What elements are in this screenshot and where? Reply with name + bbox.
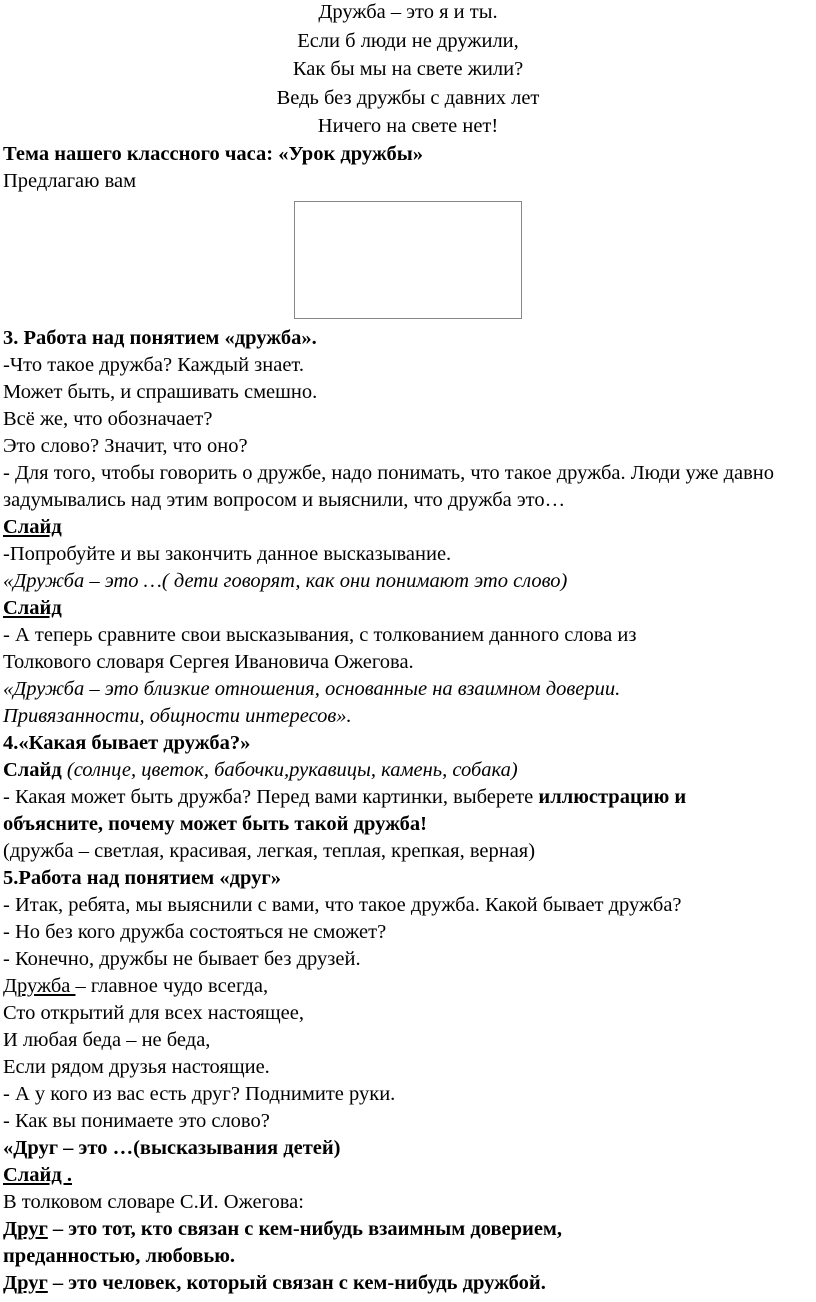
verse-line [3, 973, 816, 1000]
poem-line: Ведь без дружбы с давних лет [276, 86, 540, 109]
question-line [3, 784, 816, 811]
verse-line: Сто открытий для всех настоящее, [3, 1001, 304, 1024]
verse-rest: – главное чудо всегда, [75, 974, 269, 997]
term: Друг [3, 1217, 48, 1240]
definition-line: «Дружба – это близкие отношения, основанные на взаимном доверии. [3, 677, 621, 700]
verse-underlined: Дружба [3, 974, 76, 997]
slide-label: Слайд [3, 515, 62, 538]
definition-line: преданностью, любовью. [3, 1244, 236, 1267]
text-line: - Как вы понимаете это слово? [3, 1109, 270, 1132]
kids-line: «Друг – это …(высказывания детей) [3, 1136, 341, 1159]
text-line: - Но без кого дружба состояться не сможет? [3, 920, 387, 943]
text-line: Это слово? Значит, что оно? [3, 434, 248, 457]
poem-line: Ничего на свете нет! [317, 115, 499, 137]
slide-label: Слайд [3, 758, 62, 781]
text-line: - Конечно, дружбы не бывает без друзей. [3, 947, 361, 970]
poem-line: Дружба – это я и ты. [318, 1, 498, 23]
text-line: - А теперь сравните свои высказывания, с толкованием данного слова из [3, 623, 637, 646]
text-line: -Что такое дружба? Каждый знает. [3, 353, 304, 376]
slide-label: Слайд . [3, 1163, 72, 1186]
italic-line: «Дружба – это …( дети говорят, как они понимают это слово) [3, 569, 568, 592]
definition-text: – это тот, кто связан с кем-нибудь взаимным доверием, [47, 1217, 563, 1240]
paragraph: - Для того, чтобы говорить о дружбе, надо понимать, что такое дружба. Люди уже давно задумывались над этим вопросом и выяснили, что дружба это… [3, 461, 775, 511]
slide-line [3, 757, 816, 784]
definition-line [3, 1270, 816, 1297]
slide-items: (солнце, цветок, бабочки,рукавицы, камень, собака) [61, 758, 518, 781]
term: Друг [3, 1271, 48, 1294]
slide-label: Слайд [3, 596, 62, 619]
text-line: - А у кого из вас есть друг? Поднимите руки. [3, 1082, 396, 1105]
text-line: - Итак, ребята, мы выяснили с вами, что такое дружба. Какой бывает дружба? [3, 893, 682, 916]
section-5-heading: 5.Работа над понятием «друг» [3, 866, 281, 889]
poem [0, 0, 816, 141]
verse-line: Если рядом друзья настоящие. [3, 1055, 270, 1078]
section-4-heading: 4.«Какая бывает дружба?» [3, 731, 251, 754]
question-text: - Какая может быть дружба? Перед вами картинки, выберете [3, 785, 539, 808]
definition-line: Привязанности, общности интересов». [3, 704, 352, 727]
question-bold: иллюстрацию и [538, 785, 687, 808]
verse-line: И любая беда – не беда, [3, 1028, 211, 1051]
section-3-heading: 3. Работа над понятием «дружба». [3, 326, 317, 349]
answer-line: (дружба – светлая, красивая, легкая, теплая, крепкая, верная) [3, 839, 536, 862]
text-line: Толкового словаря Сергея Ивановича Ожегова. [3, 650, 414, 673]
image-placeholder [294, 201, 522, 319]
text-line: В толковом словаре С.И. Ожегова: [3, 1190, 304, 1213]
topic-heading: Тема нашего классного часа: «Урок дружбы» [3, 142, 423, 165]
question-bold-line: объясните, почему может быть такой дружба! [3, 812, 428, 835]
poem-line: Если б люди не дружили, [297, 29, 519, 52]
text-line: -Попробуйте и вы закончить данное высказывание. [3, 542, 452, 565]
definition-text: – это человек, который связан с кем-нибудь дружбой. [47, 1271, 546, 1294]
text-line: Может быть, и спрашивать смешно. [3, 380, 318, 403]
definition-line [3, 1216, 816, 1243]
offer-text: Предлагаю вам [3, 169, 137, 192]
poem-line: Как бы мы на свете жили? [292, 58, 524, 80]
text-line: Всё же, что обозначает? [3, 407, 213, 430]
